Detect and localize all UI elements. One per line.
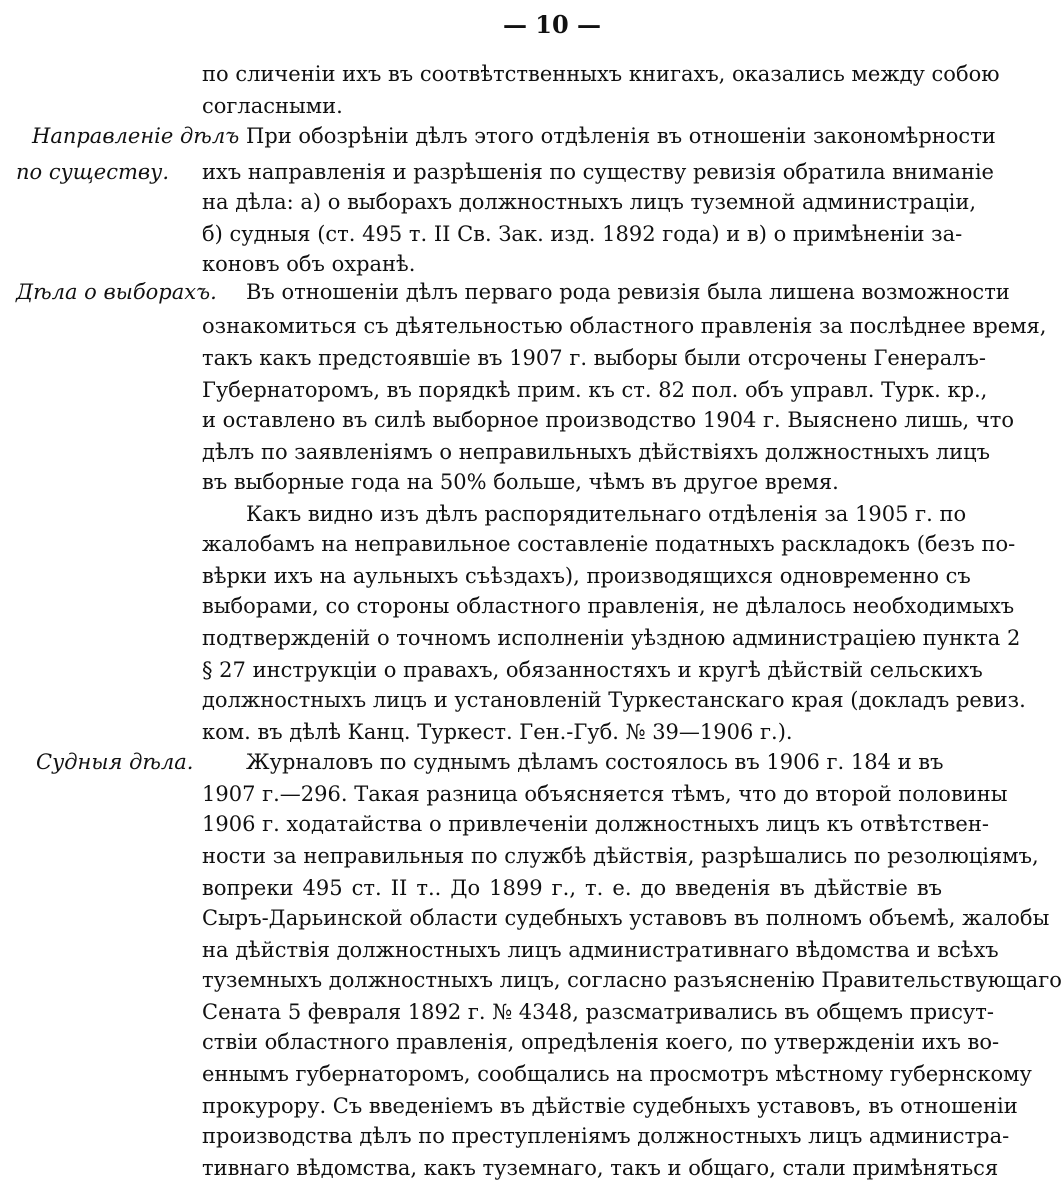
text-line: туземныхъ должностныхъ лицъ, согласно разъясненiю Правительствующаго [202,968,1062,992]
text-line: вѣрки ихъ на аульныхъ съѣздахъ), производящихся одновременно съ [202,564,971,588]
margin-note-direction-2: по существу. [16,160,169,184]
text-line: ихъ направленiя и разрѣшенiя по существу ревизiя обратила вниманiе [202,160,994,184]
text-line: согласными. [202,94,343,118]
text-line: Губернаторомъ, въ порядкѣ прим. къ ст. 82 пол. объ управл. Турк. кр., [202,378,988,402]
text-line: Журналовъ по суднымъ дѣламъ состоялось въ 1906 г. 184 и въ [246,750,944,774]
text-line: по сличенiи ихъ въ соотвѣтственныхъ книгахъ, оказались между собою [202,62,1000,86]
text-line: 1906 г. ходатайства о привлеченiи должностныхъ лицъ къ отвѣтствен- [202,812,989,836]
text-line: Въ отношенiи дѣлъ перваго рода ревизiя была лишена возможности [246,280,1010,304]
page-number: — 10 — [502,10,602,39]
text-line: въ выборные года на 50% больше, чѣмъ въ другое время. [202,470,839,494]
text-line: производства дѣлъ по преступленiямъ должностныхъ лицъ администра- [202,1124,1010,1148]
text-line: тивнаго вѣдомства, какъ туземнаго, такъ и общаго, стали примѣняться [202,1156,999,1180]
text-line: должностныхъ лицъ и установленiй Туркестанскаго края (докладъ ревиз. [202,688,1026,712]
text-line: При обозрѣнiи дѣлъ этого отдѣленiя въ отношенiи закономѣрности [246,124,996,148]
text-line: подтвержденiй о точномъ исполненiи уѣздною администрацiею пункта 2 [202,626,1021,650]
text-line: и оставлено въ силѣ выборное производство 1904 г. Выяснено лишь, что [202,408,1015,432]
text-line: еннымъ губернаторомъ, сообщались на просмотръ мѣстному губернскому [202,1062,1032,1086]
text-line: коновъ объ охранѣ. [202,252,416,276]
text-line: Сыръ-Дарьинской области судебныхъ уставовъ въ полномъ объемѣ, жалобы [202,906,1050,930]
margin-note-elections: Дѣла о выборахъ. [16,280,217,304]
text-line: на дѣла: а) о выборахъ должностныхъ лицъ туземной администрацiи, [202,190,976,214]
text-line: § 27 инструкцiи о правахъ, обязанностяхъ и кругѣ дѣйствiй сельскихъ [202,658,983,682]
text-line: такъ какъ предстоявшiе въ 1907 г. выборы были отсрочены Генералъ- [202,346,987,370]
text-line: жалобамъ на неправильное составленiе податныхъ раскладокъ (безъ по- [202,532,1016,556]
text-line: прокурору. Съ введенiемъ въ дѣйствiе судебныхъ уставовъ, въ отношенiи [202,1094,1018,1118]
text-line: ком. въ дѣлѣ Канц. Туркест. Ген.-Губ. № 39—1906 г.). [202,720,793,744]
text-line: ности за неправильныя по службѣ дѣйствiя, разрѣшались по резолюцiямъ, [202,844,1039,868]
margin-note-direction: Направленiе дѣлъ [32,124,240,148]
margin-note-court-cases: Судныя дѣла. [36,750,194,774]
text-line: дѣлъ по заявленiямъ о неправильныхъ дѣйствiяхъ должностныхъ лицъ [202,440,990,464]
text-line: вопреки 495 ст. II т.. До 1899 г., т. е. до введенiя въ дѣйствiе въ [202,876,942,900]
text-line: Сената 5 февраля 1892 г. № 4348, разсматривались въ общемъ присут- [202,1000,994,1024]
text-line: Какъ видно изъ дѣлъ распорядительнаго отдѣленiя за 1905 г. по [246,502,967,526]
text-line: б) судныя (ст. 495 т. II Св. Зак. изд. 1892 года) и в) о примѣненiи за- [202,222,963,246]
text-line: ствiи областного правленiя, опредѣленiя коего, по утвержденiи ихъ во- [202,1030,1000,1054]
text-line: 1907 г.—296. Такая разница объясняется тѣмъ, что до второй половины [202,782,1008,806]
text-line: на дѣйствiя должностныхъ лицъ административнаго вѣдомства и всѣхъ [202,938,999,962]
text-line: ознакомиться съ дѣятельностью областного правленiя за послѣднее время, [202,314,1047,338]
text-line: выборами, со стороны областного правленiя, не дѣлалось необходимыхъ [202,594,1015,618]
